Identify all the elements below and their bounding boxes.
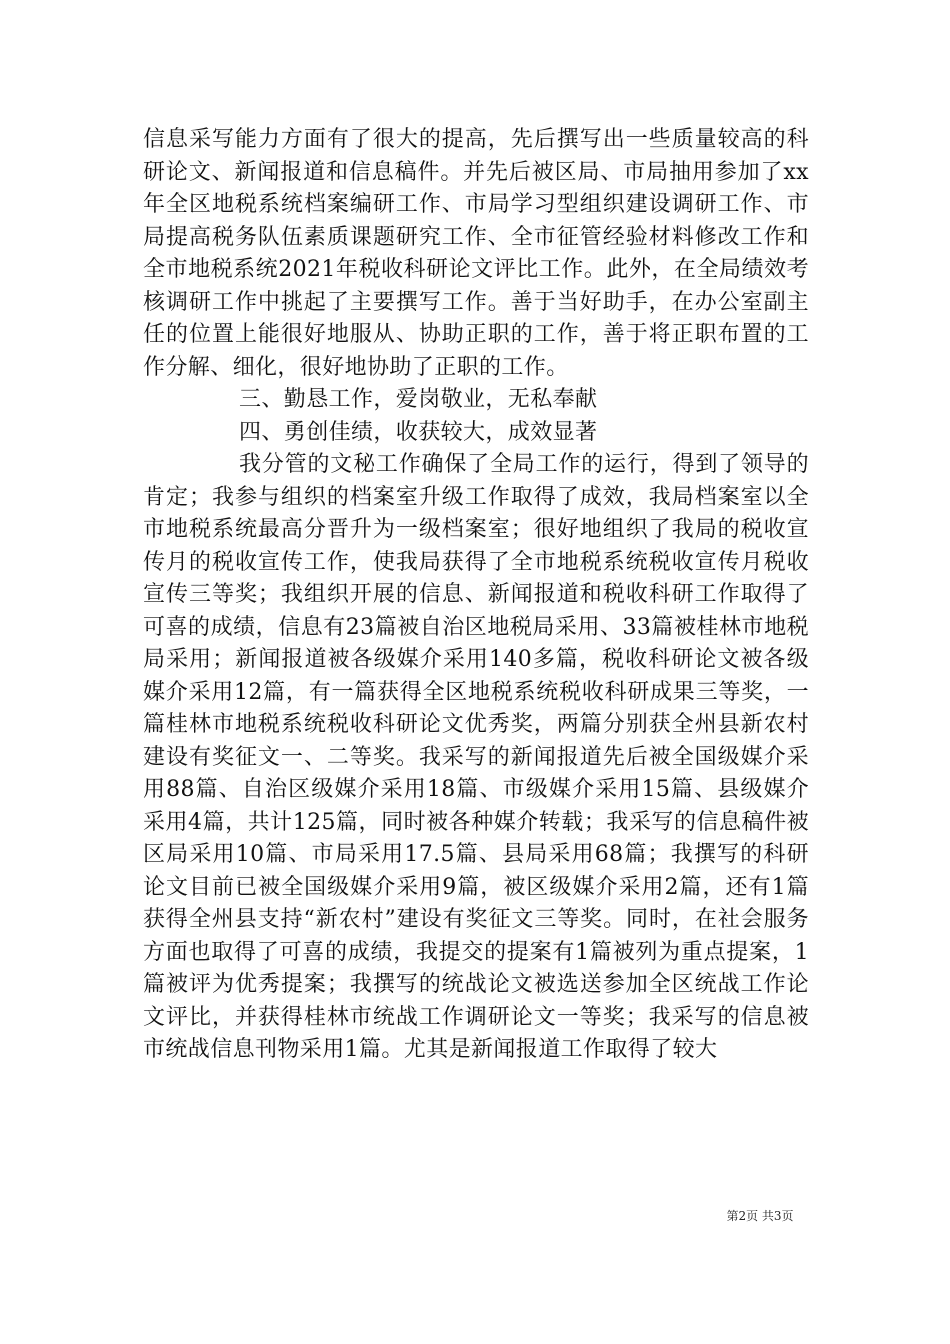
paragraph-achievements: 我分管的文秘工作确保了全局工作的运行，得到了领导的肯定；我参与组织的档案室升级工作取得了成效，我局档案室以全市地税系统最高分晋升为一级档案室；很好地组织了我局的税收宣传月的税收宣传工作，使我局获得了全市地税系统税收宣传月税收宣传三等奖；我组织开展的信息、新闻报道和税收科研工作取得了可喜的成绩，信息有23篇被自治区地税局采用、33篇被桂林市地税局采用；新闻报道被各级媒介采用140多篇，税收科研论文被各级媒介采用12篇，有一篇获得全区地税系统税收科研成果三等奖，一篇桂林市地税系统税收科研论文优秀奖，两篇分别获全州县新农村建设有奖征文一、二等奖。我采写的新闻报道先后被全国级媒介采用88篇、自治区级媒介采用18篇、市级媒介采用15篇、县级媒介采用4篇，共计125篇，同时被各种媒介转载；我采写的信息稿件被区局采用10篇、市局采用17.5篇、县局采用68篇；我撰写的科研论文目前已被全国级媒介采用9篇，被区级媒介采用2篇，还有1篇获得全州县支持“新农村”建设有奖征文三等奖。同时，在社会服务方面也取得了可喜的成绩，我提交的提案有1篇被列为重点提案，1篇被评为优秀提案；我撰写的统战论文被选送参加全区统战工作论文评比，并获得桂林市统战工作调研论文一等奖；我采写的信息被市统战信息刊物采用1篇。尤其是新闻报道工作取得了较大 xyxy=(143,452,809,1062)
page-footer xyxy=(0,1207,950,1224)
document-body xyxy=(143,124,809,1067)
page-number: 第2页 共3页 xyxy=(726,1209,794,1223)
section-heading-four: 四、勇创佳绩，收获较大，成效显著 xyxy=(239,419,598,445)
section-heading-three: 三、勤恳工作，爱岗敬业，无私奉献 xyxy=(239,387,598,412)
paragraph-continuation: 信息采写能力方面有了很大的提高，先后撰写出一些质量较高的科研论文、新闻报道和信息稿件。并先后被区局、市局抽用参加了xx年全区地税系统档案编研工作、市局学习型组织建设调研工作、市局提高税务队伍素质课题研究工作、全市征管经验材料修改工作和全市地税系统2021年税收科研论文评比工作。此外，在全局绩效考核调研工作中挑起了主要撰写工作。善于当好助手，在办公室副主任的位置上能很好地服从、协助正职的工作，善于将正职布置的工作分解、细化，很好地协助了正职的工作。 xyxy=(143,127,809,380)
